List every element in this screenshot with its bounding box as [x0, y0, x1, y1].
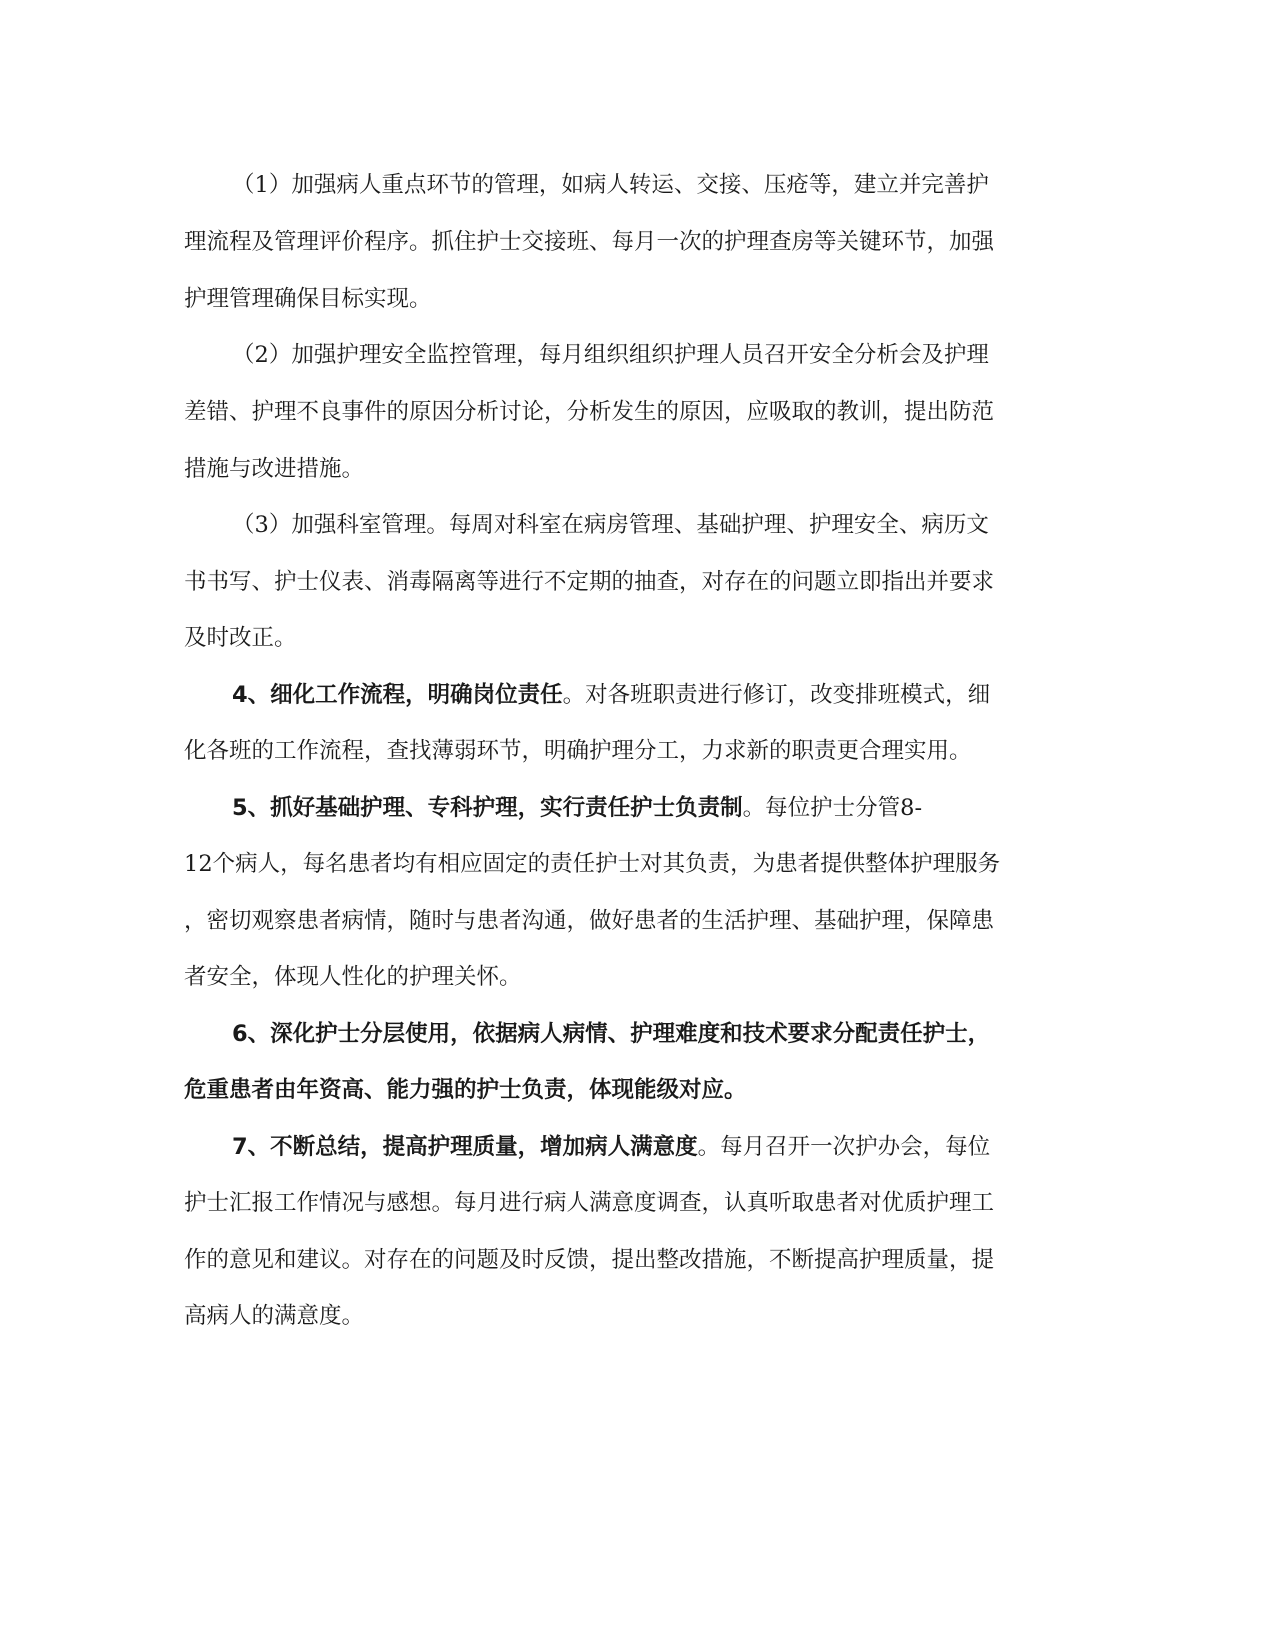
paragraph-2-line-1: （2）加强护理安全监控管理，每月组织组织护理人员召开安全分析会及护理 — [232, 342, 989, 368]
item-7-line-1 — [232, 1132, 1132, 1162]
paragraph-1-line-3: 护理管理确保目标实现。 — [184, 286, 432, 312]
paragraph-3-line-1: （3）加强科室管理。每周对科室在病房管理、基础护理、护理安全、病历文 — [232, 512, 989, 538]
item-5-heading: 5、抓好基础护理、专科护理，实行责任护士负责制 — [232, 795, 743, 821]
item-7-line-4: 高病人的满意度。 — [184, 1303, 365, 1329]
item-4-text: 。对各班职责进行修订，改变排班模式，细 — [562, 682, 991, 708]
paragraph-1-line-1: （1）加强病人重点环节的管理，如病人转运、交接、压疮等，建立并完善护 — [232, 172, 989, 198]
item-7-heading: 7、不断总结，提高护理质量，增加病人满意度 — [232, 1134, 698, 1160]
paragraph-3-line-3: 及时改正。 — [184, 625, 297, 651]
paragraph-2-line-2: 差错、护理不良事件的原因分析讨论，分析发生的原因，应吸取的教训，提出防范 — [184, 399, 995, 425]
item-4-heading: 4、细化工作流程，明确岗位责任 — [232, 682, 563, 708]
item-5-line-4: 者安全，体现人性化的护理关怀。 — [184, 964, 522, 990]
paragraph-3-line-2: 书书写、护士仪表、消毒隔离等进行不定期的抽查，对存在的问题立即指出并要求 — [184, 569, 995, 595]
item-6-line-1: 6、深化护士分层使用，依据病人病情、护理难度和技术要求分配责任护士， — [232, 1021, 991, 1047]
item-5-text: 。每位护士分管8- — [742, 795, 923, 821]
paragraph-2-line-3: 措施与改进措施。 — [184, 456, 365, 482]
item-5-line-1 — [232, 793, 1132, 823]
item-5-line-3: ，密切观察患者病情，随时与患者沟通，做好患者的生活护理、基础护理，保障患 — [184, 908, 995, 934]
item-7-text: 。每月召开一次护办会，每位 — [697, 1134, 991, 1160]
item-6-line-2: 危重患者由年资高、能力强的护士负责，体现能级对应。 — [184, 1077, 747, 1103]
item-7-line-3: 作的意见和建议。对存在的问题及时反馈，提出整改措施，不断提高护理质量，提 — [184, 1247, 995, 1273]
item-7-line-2: 护士汇报工作情况与感想。每月进行病人满意度调查，认真听取患者对优质护理工 — [184, 1190, 995, 1216]
item-4-line-1 — [232, 680, 1132, 710]
item-5-line-2: 12个病人，每名患者均有相应固定的责任护士对其负责，为患者提供整体护理服务 — [184, 851, 1001, 877]
paragraph-1-line-2: 理流程及管理评价程序。抓住护士交接班、每月一次的护理查房等关键环节，加强 — [184, 229, 995, 255]
item-4-line-2: 化各班的工作流程，查找薄弱环节，明确护理分工，力求新的职责更合理实用。 — [184, 738, 972, 764]
